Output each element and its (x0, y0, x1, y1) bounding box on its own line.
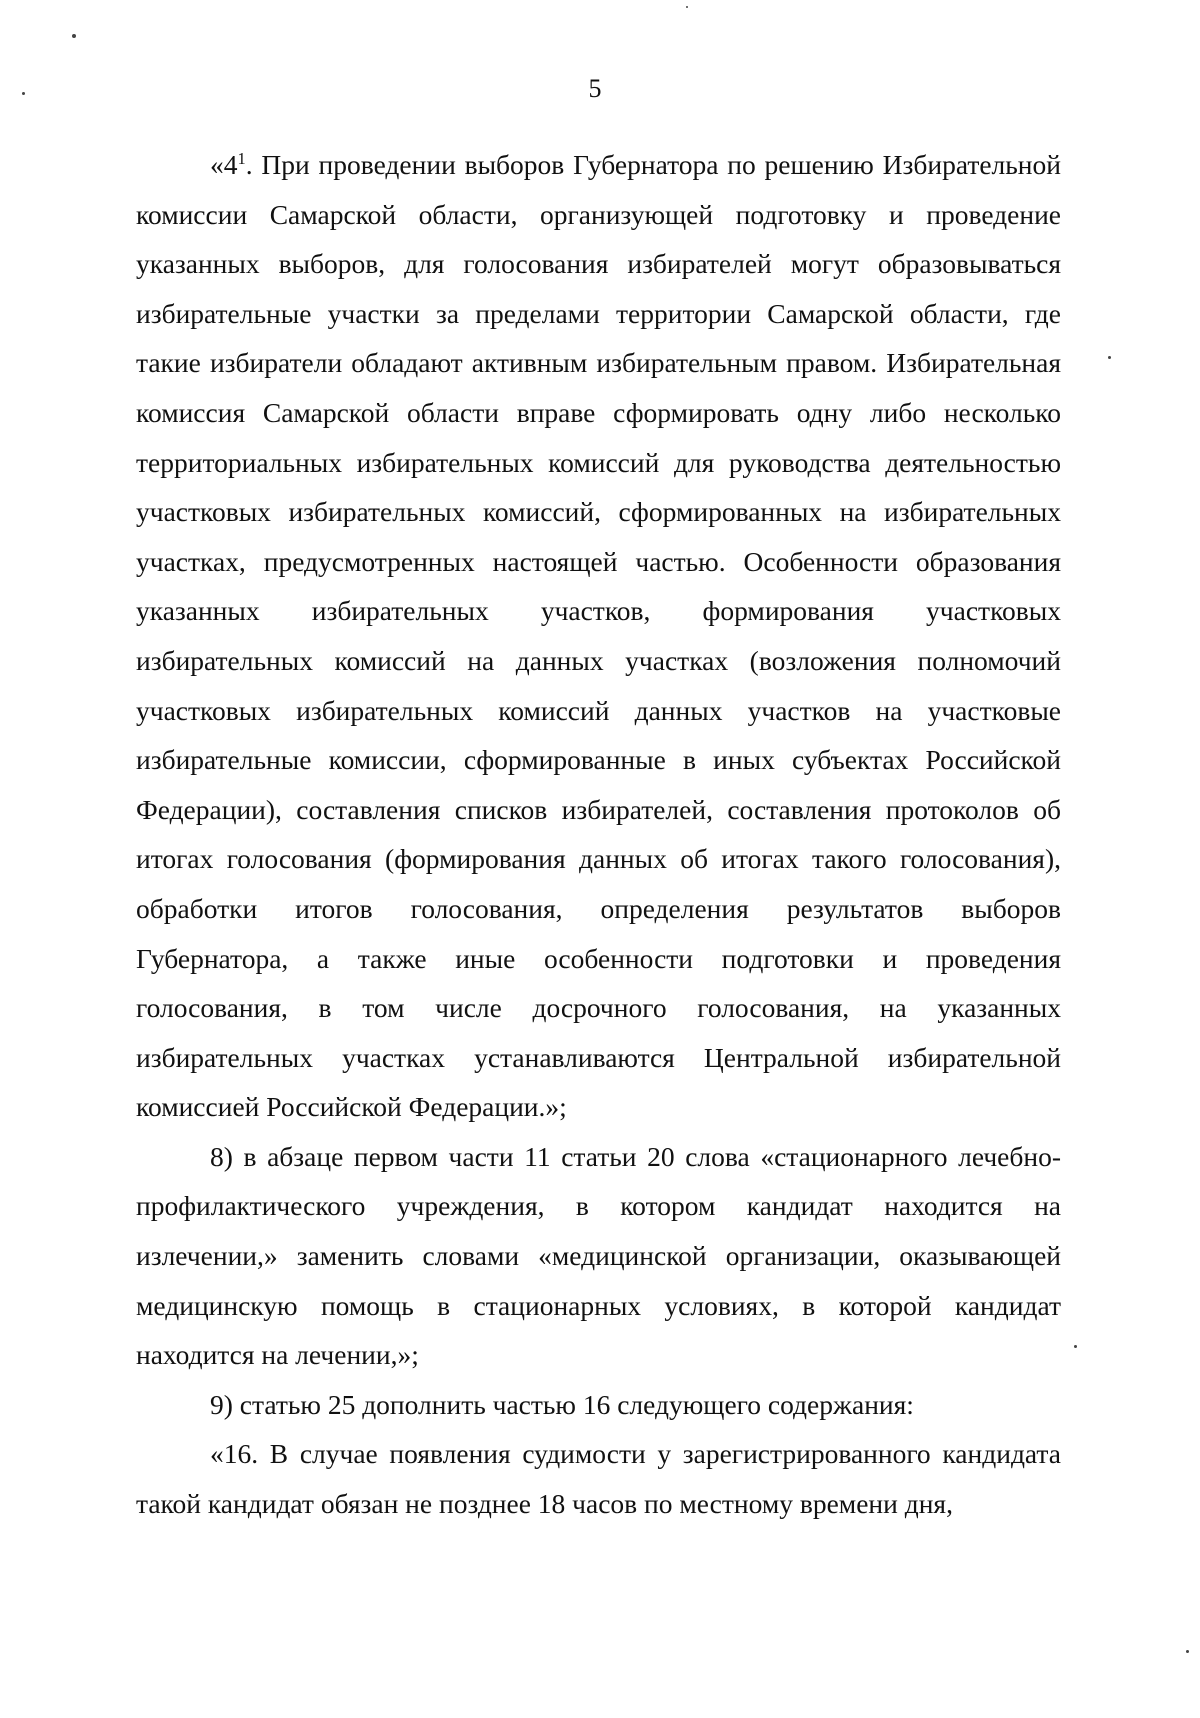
paragraph-part-4-1 (136, 140, 1061, 1132)
scan-speck (1074, 1345, 1077, 1348)
scan-speck (72, 34, 76, 38)
paragraph-item-8: 8) в абзаце первом части 11 статьи 20 слова «стационарного лечебно-профилактического учреждения, в котором кандидат находится на излечении,» заменить словами «медицинской организации, оказывающей медицинскую помощь в стационарных условиях, в которой кандидат находится на лечении,»; (136, 1140, 1061, 1371)
paragraph-opening: «4 (210, 149, 238, 180)
paragraph-part-16: «16. В случае появления судимости у зарегистрированного кандидата такой кандидат обязан не позднее 18 часов по местному времени дня, (136, 1438, 1061, 1520)
document-body (136, 140, 1061, 1529)
scan-speck (1186, 1650, 1189, 1653)
paragraph-item-9: 9) статью 25 дополнить частью 16 следующего содержания: (210, 1388, 914, 1420)
page-number: 5 (588, 74, 602, 103)
superscript-index: 1 (237, 148, 246, 168)
paragraph-text: . При проведении выборов Губернатора по решению Избирательной комиссии Самарской области, организующей подготовку и проведение указанных выборов, для голосования избирателей могут образовываться избирательные участки за пределами территории Самарской области, где такие избиратели обладают активным избирательным правом. Избирательная комиссия Самарской области вправе сформировать одну либо несколько территориальных избирательных комиссий для руководства деятельностью участковых избирательных комиссий, сформированных на избирательных участках, предусмотренных настоящей частью. Особенности образования указанных избирательных участков, формирования участковых избирательных комиссий на данных участках (возложения полномочий участковых избирательных комиссий данных участков на участковые избирательные комиссии, сформированные в иных субъектах Российской Федерации), составления списков избирателей, составления протоколов об итогах голосования (формирования данных об итогах такого голосования), обработки итогов голосования, определения результатов выборов Губернатора, а также иные особенности подготовки и проведения голосования, в том числе досрочного голосования, на указанных избирательных участках устанавливаются Центральной избирательной комиссией Российской Федерации.»; (136, 149, 1061, 1123)
scan-speck (22, 92, 25, 95)
scan-speck (686, 6, 688, 8)
scan-speck (1108, 356, 1111, 359)
